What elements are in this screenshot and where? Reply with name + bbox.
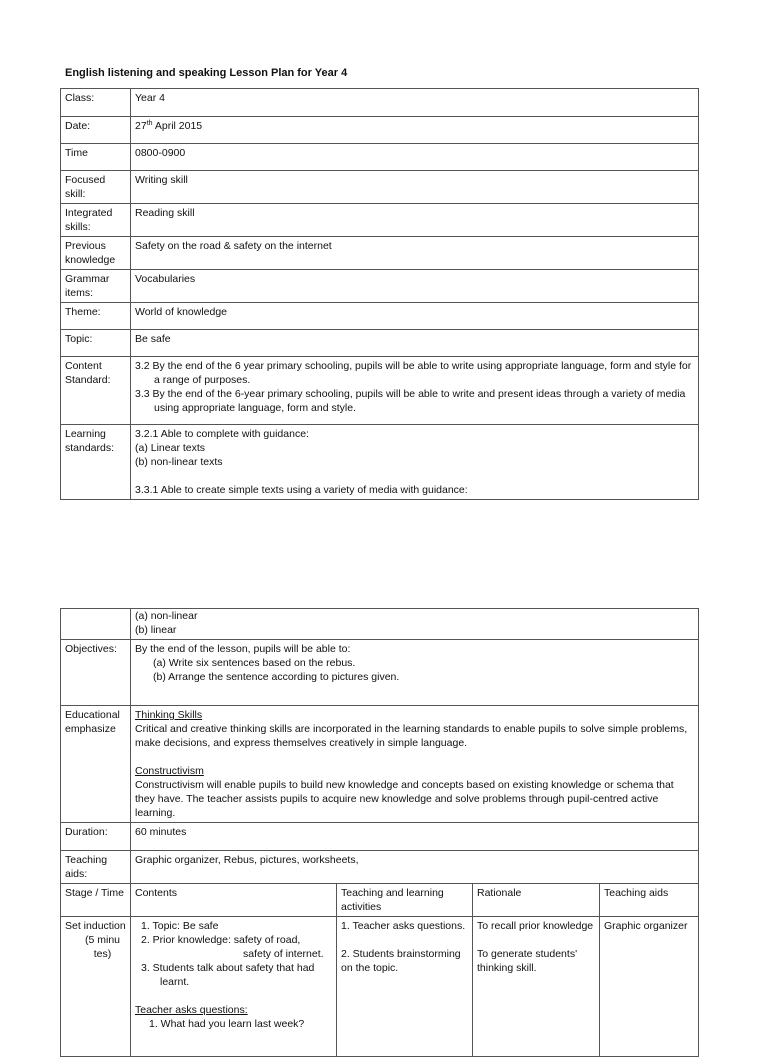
date-suffix: th: [146, 120, 153, 127]
set-induction-time: (5 minu tes): [84, 934, 120, 960]
rationale-2: To generate students' thinking skill.: [477, 948, 578, 974]
label-focused-skill: Focused skill:: [61, 171, 131, 204]
value-duration: 60 minutes: [131, 823, 699, 851]
label-previous-knowledge: Previous knowledge: [61, 237, 131, 270]
lesson-info-table: [60, 88, 699, 500]
constructivism-heading: Constructivism: [135, 765, 204, 777]
date-rest: April 2015: [152, 120, 203, 132]
date-day: 27: [135, 120, 147, 132]
document-title: English listening and speaking Lesson Plan for Year 4: [65, 67, 348, 79]
row-duration: [61, 823, 699, 851]
learning-standard-2: (a) Linear texts: [135, 442, 206, 454]
label-topic: Topic:: [61, 330, 131, 357]
constructivism-text: Constructivism will enable pupils to build new knowledge and concepts based on existing knowledge or schema that they have. The teacher assists pupils to acquire new knowledge and solve problems through pupil-centred active learning.: [135, 779, 674, 819]
row-learning-standards: [61, 425, 699, 500]
activity-2: 2. Students brainstorming on the topic.: [341, 948, 461, 974]
value-class: Year 4: [131, 89, 699, 117]
content-standard-2: 3.3 By the end of the 6-year primary schooling, pupils will be able to write and present ideas through a variety of media using appropriate language, form and style.: [135, 388, 686, 414]
header-rationale: Rationale: [473, 884, 600, 917]
value-theme: World of knowledge: [131, 303, 699, 330]
row-date: [61, 117, 699, 144]
content-item-1: 1. Topic: Be safe: [141, 920, 219, 932]
value-time: 0800-0900: [131, 144, 699, 171]
row-standards-continued: [61, 609, 699, 640]
label-teaching-aids: Teaching aids:: [61, 851, 131, 884]
lesson-detail-table: [60, 608, 699, 1057]
row-class: [61, 89, 699, 117]
content-item-2: 2. Prior knowledge: safety of road,: [141, 934, 301, 946]
teaching-aid-1: Graphic organizer: [604, 920, 688, 932]
row-column-headers: [61, 884, 699, 917]
label-content-standard: Content Standard:: [61, 357, 131, 425]
cell-teaching-aid: [600, 917, 699, 1057]
row-previous-knowledge: [61, 237, 699, 270]
label-time: Time: [61, 144, 131, 171]
value-date: [131, 117, 699, 144]
row-focused-skill: [61, 171, 699, 204]
value-objectives: [131, 640, 699, 706]
activity-1: 1. Teacher asks questions.: [341, 920, 466, 932]
row-integrated-skills: [61, 204, 699, 237]
row-grammar: [61, 270, 699, 303]
header-stage-time: Stage / Time: [61, 884, 131, 917]
row-teaching-aids: [61, 851, 699, 884]
thinking-skills-text: Critical and creative thinking skills are incorporated in the learning standards to enable pupils to solve simple problems, make decisions, and express themselves creatively in simple language.: [135, 723, 688, 749]
cell-contents: [131, 917, 337, 1057]
header-activities: Teaching and learning activities: [337, 884, 473, 917]
teacher-question-1: 1. What had you learn last week?: [149, 1018, 305, 1030]
objectives-intro: By the end of the lesson, pupils will be able to:: [135, 643, 351, 655]
cell-set-induction: [61, 917, 131, 1057]
value-educational-emphasize: [131, 706, 699, 823]
standard-cont-1: (a) non-linear: [135, 610, 198, 622]
objective-a: (a) Write six sentences based on the rebus.: [153, 657, 356, 669]
learning-standard-1: 3.2.1 Able to complete with guidance:: [135, 428, 309, 440]
cell-activities: [337, 917, 473, 1057]
label-integrated-skills: Integrated skills:: [61, 204, 131, 237]
row-objectives: [61, 640, 699, 706]
standard-cont-2: (b) linear: [135, 624, 177, 636]
label-learning-standards: Learning standards:: [61, 425, 131, 500]
label-educational-emphasize: Educational emphasize: [61, 706, 131, 823]
learning-standard-3: (b) non-linear texts: [135, 456, 223, 468]
row-time: [61, 144, 699, 171]
label-theme: Theme:: [61, 303, 131, 330]
value-content-standard: [131, 357, 699, 425]
row-theme: [61, 303, 699, 330]
content-item-2b: safety of internet.: [243, 948, 324, 960]
label-objectives: Objectives:: [61, 640, 131, 706]
value-grammar: Vocabularies: [131, 270, 699, 303]
row-topic: [61, 330, 699, 357]
header-contents: Contents: [131, 884, 337, 917]
cell-rationale: [473, 917, 600, 1057]
value-teaching-aids: Graphic organizer, Rebus, pictures, worksheets,: [131, 851, 699, 884]
row-set-induction: [61, 917, 699, 1057]
value-focused-skill: Writing skill: [131, 171, 699, 204]
header-teaching-aids: Teaching aids: [600, 884, 699, 917]
value-standards-continued: [131, 609, 699, 640]
label-grammar: Grammar items:: [61, 270, 131, 303]
thinking-skills-heading: Thinking Skills: [135, 709, 203, 721]
rationale-1: To recall prior knowledge: [477, 920, 594, 932]
label-date: Date:: [61, 117, 131, 144]
teacher-questions-heading: Teacher asks questions:: [135, 1004, 248, 1016]
row-educational-emphasize: [61, 706, 699, 823]
set-induction-label: Set induction: [65, 920, 126, 932]
value-integrated-skills: Reading skill: [131, 204, 699, 237]
value-learning-standards: [131, 425, 699, 500]
row-content-standard: [61, 357, 699, 425]
value-topic: Be safe: [131, 330, 699, 357]
value-previous-knowledge: Safety on the road & safety on the internet: [131, 237, 699, 270]
learning-standard-4: 3.3.1 Able to create simple texts using a variety of media with guidance:: [135, 484, 468, 496]
label-duration: Duration:: [61, 823, 131, 851]
objective-b: (b) Arrange the sentence according to pictures given.: [153, 671, 400, 683]
content-item-3: 3. Students talk about safety that had learnt.: [141, 962, 315, 988]
content-standard-1: 3.2 By the end of the 6 year primary schooling, pupils will be able to write using appropriate language, form and style for a range of purposes.: [135, 360, 692, 386]
label-class: Class:: [61, 89, 131, 117]
